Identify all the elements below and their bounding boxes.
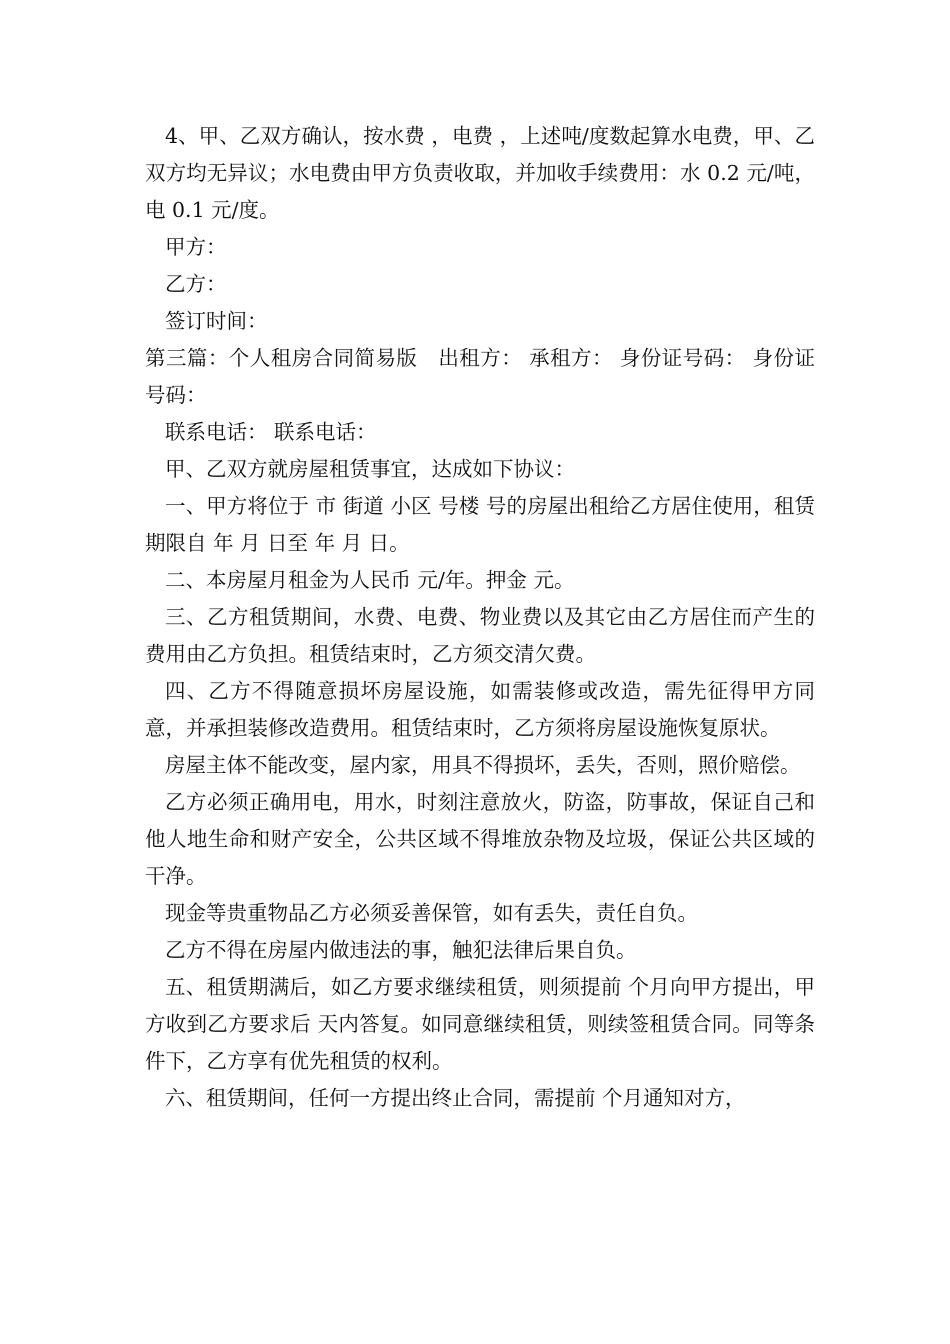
paragraph-agreement-intro: 甲、乙双方就房屋租赁事宜，达成如下协议： — [165, 457, 575, 481]
paragraph-clause-five: 五、租赁期满后，如乙方要求继续租赁，则须提前 个月向甲方提出，甲方收到乙方要求后 天内答复。如同意继续租赁，则续签租赁合同。同等条件下，乙方享有优先租赁的权利。 — [145, 975, 815, 1073]
paragraph-valuables: 现金等贵重物品乙方必须妥善保管，如有丢失，责任自负。 — [165, 901, 698, 925]
paragraph-signing-date: 签订时间： — [165, 309, 268, 333]
paragraph-illegal-acts: 乙方不得在房屋内做违法的事，触犯法律后果自负。 — [165, 938, 637, 962]
paragraph-party-b-signature: 乙方： — [165, 272, 227, 296]
paragraph-clause-one: 一、甲方将位于 市 街道 小区 号楼 号的房屋出租给乙方居住使用，租赁期限自 年 月 日至 年 月 日。 — [145, 494, 815, 555]
paragraph-section-three-heading: 第三篇：个人租房合同简易版 出租方： 承租方： 身份证号码： 身份证号码： — [145, 346, 815, 407]
paragraph-contact-phones: 联系电话： 联系电话： — [165, 420, 377, 444]
document-body — [145, 118, 815, 1117]
paragraph-clause-two: 二、本房屋月租金为人民币 元/年。押金 元。 — [165, 568, 575, 592]
paragraph-party-a-signature: 甲方： — [165, 235, 227, 259]
paragraph-safety: 乙方必须正确用电，用水，时刻注意放火，防盗，防事故，保证自己和他人地生命和财产安全，公共区域不得堆放杂物及垃圾，保证公共区域的干净。 — [145, 790, 815, 888]
paragraph-clause-three: 三、乙方租赁期间，水费、电费、物业费以及其它由乙方居住而产生的费用由乙方负担。租赁结束时，乙方须交清欠费。 — [145, 605, 815, 666]
paragraph-utility-fees: 4、甲、乙双方确认，按水费 ，电费 ，上述吨/度数起算水电费，甲、乙双方均无异议；水电费由甲方负责收取，并加收手续费用：水 0.2 元/吨，电 0.1 元/度。 — [145, 124, 815, 222]
paragraph-clause-six: 六、租赁期间，任何一方提出终止合同，需提前 个月通知对方， — [165, 1086, 746, 1110]
paragraph-structure-damage: 房屋主体不能改变，屋内家，用具不得损坏，丢失，否则，照价赔偿。 — [165, 753, 801, 777]
paragraph-clause-four: 四、乙方不得随意损坏房屋设施，如需装修或改造，需先征得甲方同意，并承担装修改造费用。租赁结束时，乙方须将房屋设施恢复原状。 — [145, 679, 815, 740]
